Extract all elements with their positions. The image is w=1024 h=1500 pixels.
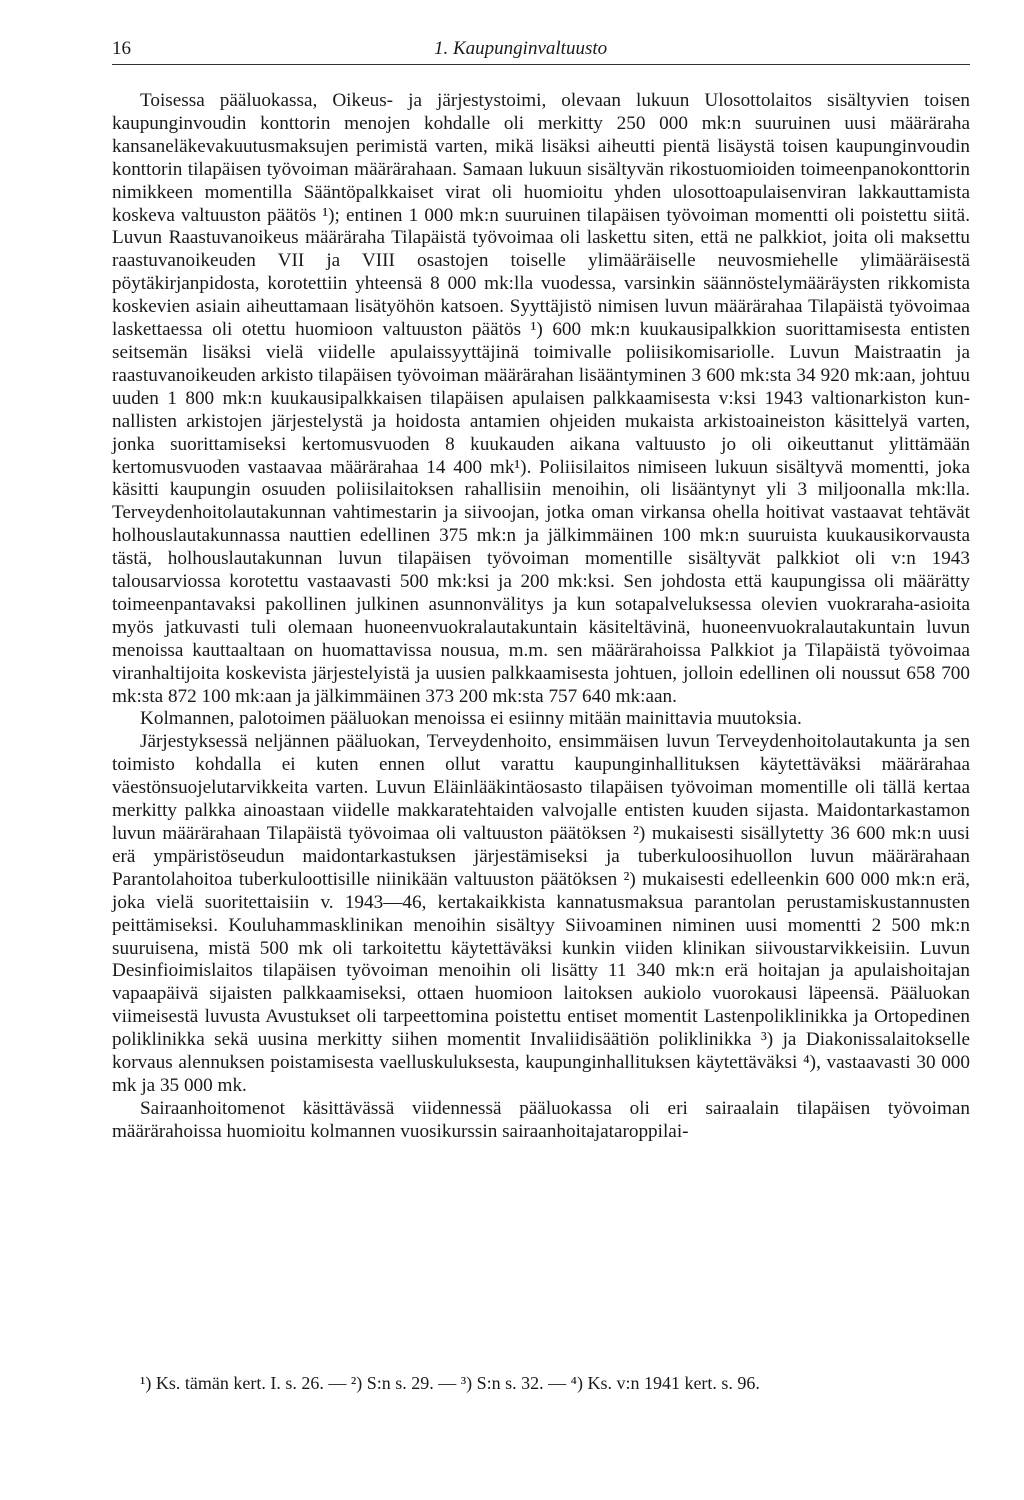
paragraph: Kolmannen, palotoimen pääluokan menoissa ei esiinny mitään mainittavia muutoksia. [140, 708, 802, 730]
paragraph: Toisessa pääluokassa, Oikeus- ja järjestystoimi, olevaan lukuun Ulosottolaitos sisältyvien toisen kaupunginvoudin konttorin menojen kohdalle oli merkitty 250 000 mk:n suuruinen uusi määräraha kansaneläkevakuutusmaksujen perimistä varten, mikä lisäksi aiheutti pientä lisäystä toisen kaupunginvoudin konttorin tilapäisen työvoiman määrärahaan. Samaan lukuun sisältyvän rikostuomioiden toimeenpanokonttorin nimikkeen momentilla Sääntöpalkkaiset virat oli huomioitu yhden ulosottoapulaisenviran lakkauttamista koskeva valtuuston päätös ¹); entinen 1 000 mk:n suuruinen tilapäisen työvoiman momentti oli poistettu siitä. Luvun Raastuvanoikeus määräraha Tilapäistä työvoimaa oli laskettu siten, että ne palkkiot, joita oli maksettu raastuvanoikeuden VII ja VIII osastojen toiselle ylimääräiselle neuvosmiehelle ylimääräisestä pöytäkirjanpidosta, korotettiin yhteensä 8 000 mk:lla vuodessa, varsinkin säännöstelymääräysten rikkomista koskevien asiain aiheuttamaan lisätyöhön katsoen. Syyttäjistö nimisen luvun määrärahaa Tilapäistä työvoimaa laskettaessa oli otettu huomioon valtuuston päätös ¹) 600 mk:n kuukausipalkkion suorittamisesta entisten seitsemän lisäksi vielä viidelle apulaissyyttäjinä toimivalle poliisikomisariolle. Luvun Maistraatin ja raastuvanoikeuden arkisto tilapäisen työvoiman määrärahan lisääntyminen 3 600 mk:sta 34 920 mk:aan, johtuu uuden 1 800 mk:n kuukausipalkkaisen tilapäisen apulaisen palkkaamisesta v:ksi 1943 valtionarkiston kunnallisten arkistojen järjestelystä ja hoidosta antamien ohjeiden mukaista arkistoaineiston käsittelyä varten, jonka suorittamiseksi kertomusvuoden 8 kuukauden aikana valtuusto jo oli oikeuttanut ylittämään kertomusvuoden vastaavaa määrärahaa 14 400 mk¹). Poliisilaitos nimiseen lukuun sisältyvä momentti, joka käsitti kaupungin osuuden poliisilaitoksen rahallisiin menoihin, oli lisääntynyt yli 3 miljoonalla mk:lla. Terveydenhoitolautakunnan vahtimestarin ja siivoojan, jotka oman virkansa ohella hoitivat vastaavat tehtävät holhouslautakunnassa nauttien edellinen 375 mk:n ja jälkimmäinen 100 mk:n suuruista kuukausikorvausta tästä, holhouslautakunnan luvun tilapäisen työvoiman momentille sisältyvät palkkiot oli v:n 1943 talousarviossa korotettu vastaavasti 500 mk:ksi ja 200 mk:ksi. Sen johdosta että kaupungissa oli määrätty toimeenpantavaksi pakollinen julkinen asunnonvälitys ja kun sotapalveluksessa olevien vuokraraha-asioita myös jatkuvasti tuli olemaan huoneenvuokralautakuntain käsiteltävinä, huoneenvuokralautakuntain luvun menoissa kauttaaltaan on huomattavissa nousua, m.m. sen määrärahoissa Palkkiot ja Tilapäistä työvoimaa viranhaltijoita koskevista järjestelyistä ja uusien palkkaamisesta johtuen, jolloin edellinen oli noussut 658 700 mk:sta 872 100 mk:aan ja jälkimmäinen 373 200 mk:sta 757 640 mk:aan. [112, 90, 970, 707]
page-header [112, 36, 970, 65]
body-text [112, 90, 970, 1144]
footnote-text: ¹) Ks. tämän kert. I. s. 26. — ²) S:n s. 29. — ³) S:n s. 32. — ⁴) Ks. v:n 1941 kert. s. 96. [140, 1373, 760, 1393]
paragraph: Sairaanhoitomenot käsittävässä viidennessä pääluokassa oli eri sairaalain tilapäisen työvoiman määrärahoissa huomioitu kolmannen vuosikurssin sairaanhoitajataroppilai- [112, 1097, 970, 1142]
page-number: 16 [112, 38, 131, 59]
footnotes [112, 1372, 970, 1394]
paragraph: Järjestyksessä neljännen pääluokan, Terveydenhoito, ensimmäisen luvun Terveydenhoitolautakunta ja sen toimisto kohdalla ei kuten ennen ollut varattu kaupunginhallituksen käytettäväksi määrärahaa väestönsuojelutarvikkeita varten. Luvun Eläinlääkintäosasto tilapäisen työvoiman momentille oli tällä kertaa merkitty palkka ainoastaan viidelle makkaratehtaiden valvojalle entisten kuuden sijasta. Maidontarkastamon luvun määrärahaan Tilapäistä työvoimaa oli valtuuston päätöksen ²) mukaisesti sisällytetty 36 600 mk:n uusi erä ympäristöseudun maidontarkastuksen järjestämiseksi ja tuberkuloosihuollon luvun määrärahaan Parantolahoitoa tuberkuloottisille niinikään valtuuston päätöksen ²) mukaisesti edelleenkin 600 000 mk:n erä, joka vielä suoritettaisiin v. 1943—46, kertakaikkista kannatusmaksua parantolan perustamiskustannusten peittämiseksi. Kouluhammasklinikan menoihin sisältyy Siivoaminen niminen uusi momentti 2 500 mk:n suuruisena, mistä 500 mk oli tarkoitettu käytettäväksi kunkin viiden klinikan siivoustarvikkeisiin. Luvun Desinfioimislaitos tilapäisen työvoiman menoihin oli lisätty 11 340 mk:n erä hoitajan ja apulaishoitajan vapaapäivä sijaisten palkkaamiseksi, ottaen huomioon laitoksen aukiolo vuorokausi läpeensä. Pääluokan viimeisestä luvusta Avustukset oli tarpeettomina poistettu entiset momentit Lastenpoliklinikka ja Ortopedinen poliklinikka sekä uusina merkitty siihen momentit Invaliidisäätiön poliklinikka ³) ja Diakonissalaitokselle korvaus alennuksen poistamisesta vaelluskuluksesta, kaupunginhallituksen käytettäväksi ⁴), vastaavasti 30 000 mk ja 35 000 mk. [112, 731, 970, 1096]
running-title: 1. Kaupunginvaltuusto [434, 38, 608, 59]
